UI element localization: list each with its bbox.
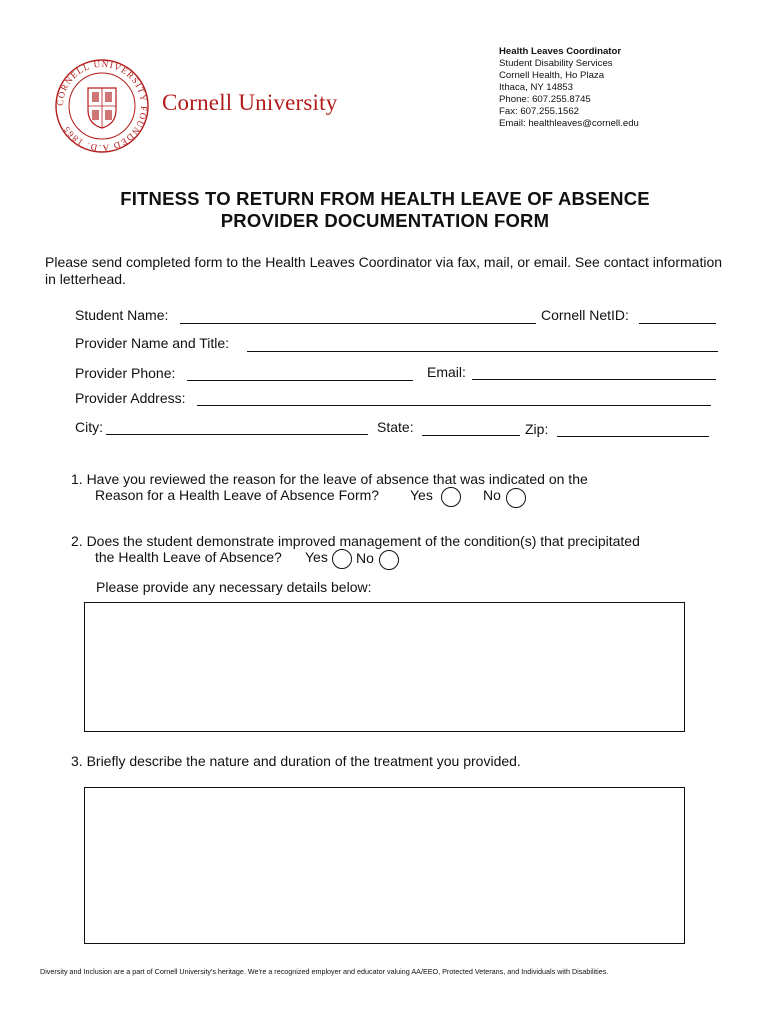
provider-address-label: Provider Address: (75, 390, 186, 406)
form-title-line1: FITNESS TO RETURN FROM HEALTH LEAVE OF ABSENCE (120, 188, 650, 209)
treatment-textbox[interactable] (84, 787, 685, 944)
city-label: City: (75, 419, 103, 435)
provider-name-label: Provider Name and Title: (75, 335, 230, 351)
state-line[interactable] (422, 435, 520, 436)
form-title-line2: PROVIDER DOCUMENTATION FORM (220, 210, 550, 231)
contact-department: Student Disability Services (499, 58, 613, 69)
question-1-line1: 1. Have you reviewed the reason for the leave of absence that was indicated on the (71, 471, 588, 487)
zip-line[interactable] (557, 436, 709, 437)
q2-no-label: No (356, 550, 374, 566)
details-textbox[interactable] (84, 602, 685, 732)
q1-yes-label: Yes (410, 487, 433, 503)
footer-statement: Diversity and Inclusion are a part of Cornell University's heritage. We're a recognized employer and educator valuing AA/EEO, Protected Veterans, and Individuals with Disabilities. (40, 967, 609, 976)
contact-email[interactable]: Email: healthleaves@cornell.edu (499, 118, 639, 129)
provider-address-line[interactable] (197, 405, 711, 406)
q2-yes-label: Yes (305, 549, 328, 565)
contact-location: Cornell Health, Ho Plaza (499, 70, 605, 81)
zip-label: Zip: (525, 421, 549, 437)
details-prompt: Please provide any necessary details below: (96, 579, 372, 595)
contact-block (499, 46, 639, 130)
provider-name-line[interactable] (247, 351, 718, 352)
email-line[interactable] (472, 379, 716, 380)
netid-label: Cornell NetID: (541, 307, 629, 323)
contact-city: Ithaca, NY 14853 (499, 82, 573, 93)
q1-no-label: No (483, 487, 501, 503)
email-label: Email: (427, 364, 466, 380)
question-2-line1: 2. Does the student demonstrate improved management of the condition(s) that precipitated (71, 533, 640, 549)
contact-fax: Fax: 607.255.1562 (499, 106, 580, 117)
q2-no-radio[interactable] (379, 550, 399, 570)
form-instructions: Please send completed form to the Health Leaves Coordinator via fax, mail, or email. See contact information in letterhead. (45, 254, 723, 287)
seal-text: CORNELL UNIVERSITY FOUNDED A.D. 1865 (54, 58, 150, 154)
university-wordmark: Cornell University (162, 90, 338, 115)
provider-phone-line[interactable] (187, 380, 413, 381)
question-2-line2: the Health Leave of Absence? (95, 549, 282, 565)
contact-phone: Phone: 607.255.8745 (499, 94, 591, 105)
cornell-seal-logo (54, 58, 150, 154)
question-3: 3. Briefly describe the nature and duration of the treatment you provided. (71, 753, 521, 769)
city-line[interactable] (106, 434, 368, 435)
provider-phone-label: Provider Phone: (75, 365, 176, 381)
state-label: State: (377, 419, 414, 435)
q1-yes-radio[interactable] (441, 487, 461, 507)
form-title (0, 188, 770, 232)
question-1-line2: Reason for a Health Leave of Absence Form? (95, 487, 380, 503)
q1-no-radio[interactable] (506, 488, 526, 508)
netid-line[interactable] (639, 323, 716, 324)
student-name-label: Student Name: (75, 307, 169, 323)
q2-yes-radio[interactable] (332, 549, 352, 569)
student-name-line[interactable] (180, 323, 536, 324)
contact-title: Health Leaves Coordinator (499, 46, 622, 57)
